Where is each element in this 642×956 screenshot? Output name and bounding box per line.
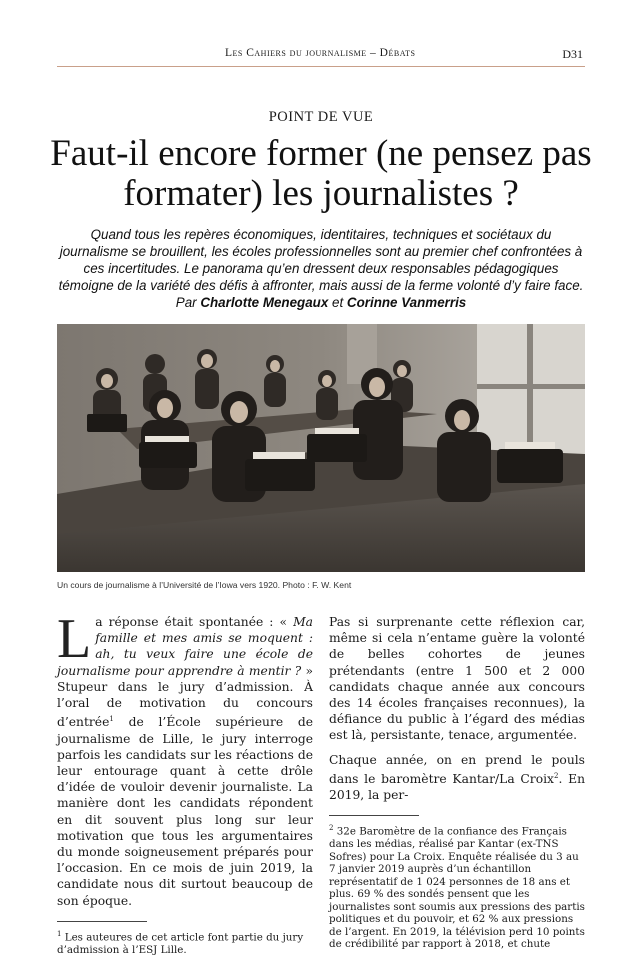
body-column-right [329,614,585,951]
footnote-1: $^1$ Les auteures de cet article font partie du jury d’admission à l’ESJ Lille. [57,929,304,956]
footnote-ref[interactable]: 2 [553,771,559,780]
page-number: D31 [562,47,583,61]
classroom-photo [57,324,585,572]
running-header [57,44,585,67]
article-kicker: POINT DE VUE [268,109,374,125]
footnote-rule [329,815,419,816]
footnote-ref[interactable]: 1 [109,715,114,724]
body-paragraph: Pas si surprenante cette réflexion car, même si cela n’entame guère la volonté de belles cohortes de jeunes prétendants (entre 1 500 et 2 000 candidats chaque année aux concours des 14 écoles françaises reconnues), la défiance du public à l’égard des médias est là, persistante, tenace, argumentée. [329,615,585,743]
footnote-2: $^2$ 32e Baromètre de la confiance des Français dans les médias, réalisé par Kantar (ex-TNS Sofres) pour La Croix. Enquête réalisée du 3 au 7 janvier 2019 auprès d’un échantillon représentatif de 1 024 personnes de 18 ans et plus. 69 % des sondés pensent que les journalistes sont soumis aux pressions des partis politiques et du pouvoir, et 62 % aux pressions de l’argent. En 2019, la télévision perd 10 points de crédibilité par rapport à 2018, et chute [329,824,585,951]
classroom-photo-illustration [57,324,585,572]
quote: Ma famille et mes amis se moquent : ah, tu veux faire une école de journalisme pour apprendre à mentir ? [57,615,313,678]
lede-text: Quand tous les repères économiques, identitaires, techniques et sociétaux du journalisme se brouillent, les écoles professionnelles sont au premier chef confrontées à ces incertitudes. Le panorama qu’en dressent deux responsables pédagogiques témoigne de la variété des défis à affronter, mais aussi de la ferme volonté d’y faire face. Par [58,227,584,310]
body-column-left [57,608,313,956]
body-paragraph: La réponse était spontanée : « Ma famille et mes amis se moquent : ah, tu veux faire une école de journalisme pour apprendre à mentir ? » Stupeur dans le jury d’admission. À l’oral de motivation du concours d’entrée$^1$ de l’École supérieure de journalisme de Lille, le jury interroge parfois les candidats sur les réactions de leur entourage quant à cette drôle d’idée de vouloir devenir journaliste. La manière dont les candidats répondent en dit souvent plus long sur leur motivation que tous les argumentaires du monde soigneusement préparés pour l’occasion. En ce mois de juin 2019, la candidate nous dit surtout beaucoup de son époque. [57,608,313,908]
article-lede [58,226,584,311]
author-name: Corinne Vanmerris [346,295,467,310]
journal-name: Les Cahiers du journalisme – Débats [225,47,416,59]
author-joiner: et [328,295,347,310]
drop-cap: L [57,608,92,670]
photo-caption: Un cours de journalisme à l’Université de l’Iowa vers 1920. Photo : F. W. Kent [57,580,352,590]
body-paragraph: Chaque année, on en prend le pouls dans le baromètre Kantar/La Croix$^2$. En 2019, la per- [329,752,585,803]
author-name: Charlotte Menegaux [200,295,329,310]
article-title: Faut-il encore former (ne pensez pas formater) les journalistes ? [50,133,592,214]
